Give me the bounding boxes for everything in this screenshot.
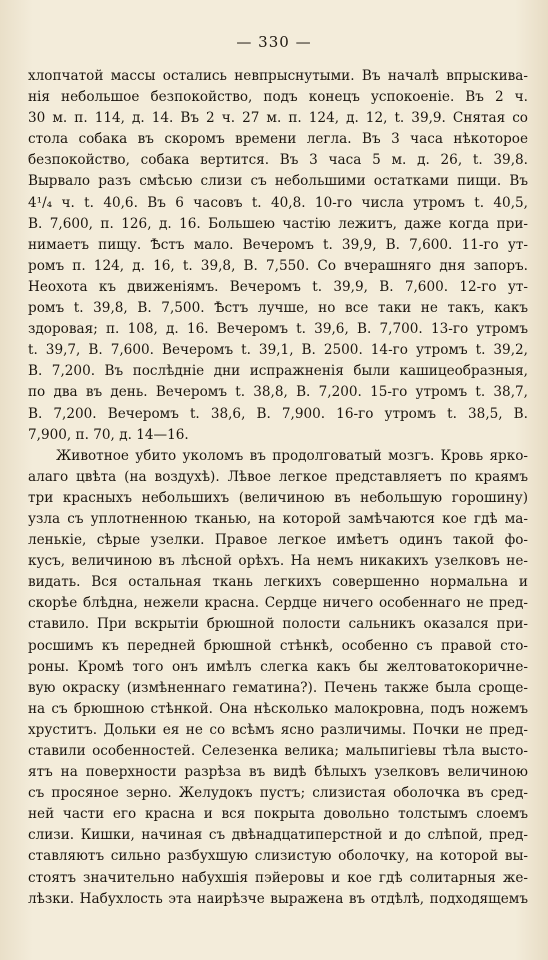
text-line: ставляютъ сильно разбухшую слизистую оболочку, на которой вы-	[28, 848, 528, 865]
text-line: вую окраску (измѣненнаго гематина?). Печень также была сроще-	[28, 679, 528, 696]
text-line: три красныхъ небольшихъ (величиною въ небольшую горошину)	[28, 489, 528, 506]
text-line: t. 39,7, В. 7,600. Вечеромъ t. 39,1, В. 2500. 14-го утромъ t. 39,2,	[28, 342, 528, 359]
text-line: ромъ t. 39,8, В. 7,500. Ѣстъ лучше, но все таки не такъ, какъ	[28, 300, 528, 317]
text-line: стоятъ значительно набухшія пэйеровы и кое гдѣ солитарныя же-	[28, 869, 528, 886]
text-line: Вырвало разъ смѣсью слизи съ небольшими остатками пищи. Въ	[28, 173, 528, 190]
text-line: нимаетъ пищу. Ѣстъ мало. Вечеромъ t. 39,9, В. 7,600. 11-го ут-	[28, 236, 528, 253]
text-line: Животное убито уколомъ въ продолговатый мозгъ. Кровь ярко-	[56, 447, 528, 464]
text-line: роны. Кромѣ того онъ имѣлъ слегка какъ бы желтоватокоричне-	[28, 658, 528, 675]
text-line: съ просяное зерно. Желудокъ пустъ; слизистая оболочка въ сред-	[28, 785, 528, 802]
text-line: хлопчатой массы остались невпрыснутыми. Въ началѣ впрыскива-	[28, 68, 528, 84]
text-line: лѣзки. Набухлость эта наирѣзче выражена въ отдѣлѣ, подходящемъ	[28, 890, 528, 907]
text-line: В. 7,200. Вечеромъ t. 38,6, В. 7,900. 16-го утромъ t. 38,5, В.	[28, 405, 528, 422]
text-line: нія небольшое безпокойство, подъ конецъ успокоеніе. Въ 2 ч.	[28, 89, 528, 106]
text-line: узла съ уплотненною тканью, на которой замѣчаются кое гдѣ ма-	[28, 510, 528, 527]
text-line: слизи. Кишки, начиная съ двѣнадцатиперстной и до слѣпой, пред-	[28, 827, 528, 844]
text-line: хруститъ. Дольки ея не со всѣмъ ясно различимы. Почки не пред-	[28, 721, 528, 738]
text-line: 4¹/₄ ч. t. 40,6. Въ 6 часовъ t. 40,8. 10-го числа утромъ t. 40,5,	[28, 194, 528, 211]
text-line: ятъ на поверхности разрѣза въ видѣ бѣлыхъ узелковъ величиною	[28, 764, 528, 781]
text-line: стола собака въ скоромъ времени легла. Въ 3 часа нѣкоторое	[28, 131, 528, 148]
body-text	[28, 66, 528, 910]
paragraph-case-notes	[28, 66, 528, 446]
text-line: ней части его красна и вся покрыта довольно толстымъ слоемъ	[28, 806, 528, 823]
text-line: ромъ п. 124, д. 16, t. 39,8, В. 7,550. Со вчерашняго дня запоръ.	[28, 257, 528, 274]
text-line: Неохота къ движеніямъ. Вечеромъ t. 39,9, В. 7,600. 12-го ут-	[28, 278, 528, 295]
text-line: кусъ, величиною въ лѣсной орѣхъ. На немъ никакихъ узелковъ не-	[28, 553, 528, 570]
text-line: здоровая; п. 108, д. 16. Вечеромъ t. 39,6, В. 7,700. 13-го утромъ	[28, 321, 528, 338]
text-line: видать. Вся остальная ткань легкихъ совершенно нормальна и	[28, 574, 528, 591]
text-line: на съ брюшною стѣнкой. Она нѣсколько малокровна, подъ ножемъ	[28, 700, 528, 717]
text-line: скорѣе блѣдна, нежели красна. Сердце ничего особеннаго не пред-	[28, 595, 528, 612]
text-line: 7,900, п. 70, д. 14—16.	[28, 426, 189, 443]
text-line: росшимъ къ передней брюшной стѣнкѣ, особенно съ правой сто-	[28, 637, 528, 654]
text-line: безпокойство, собака вертится. Въ 3 часа 5 м. д. 26, t. 39,8.	[28, 152, 528, 169]
text-line: ставило. При вскрытіи брюшной полости сальникъ оказался при-	[28, 616, 528, 633]
text-line: В. 7,200. Въ послѣдніе дни испражненія были кашицеобразныя,	[28, 363, 528, 380]
text-line: ставили особенностей. Селезенка велика; мальпигіевы тѣла высто-	[28, 743, 528, 759]
text-line: В. 7,600, п. 126, д. 16. Большею частію лежитъ, даже когда при-	[28, 215, 528, 232]
text-line: алаго цвѣта (на воздухѣ). Лѣвое легкое представляетъ по краямъ	[28, 468, 528, 485]
page-number: — 330 —	[236, 33, 312, 51]
paragraph-autopsy	[28, 446, 528, 910]
text-line: по два въ день. Вечеромъ t. 38,8, В. 7,200. 15-го утромъ t. 38,7,	[28, 384, 528, 401]
text-line: 30 м. п. 114, д. 14. Въ 2 ч. 27 м. п. 124, д. 12, t. 39,9. Снятая со	[28, 110, 528, 127]
text-line: ленькіе, сѣрые узелки. Правое легкое имѣетъ одинъ такой фо-	[28, 532, 528, 549]
